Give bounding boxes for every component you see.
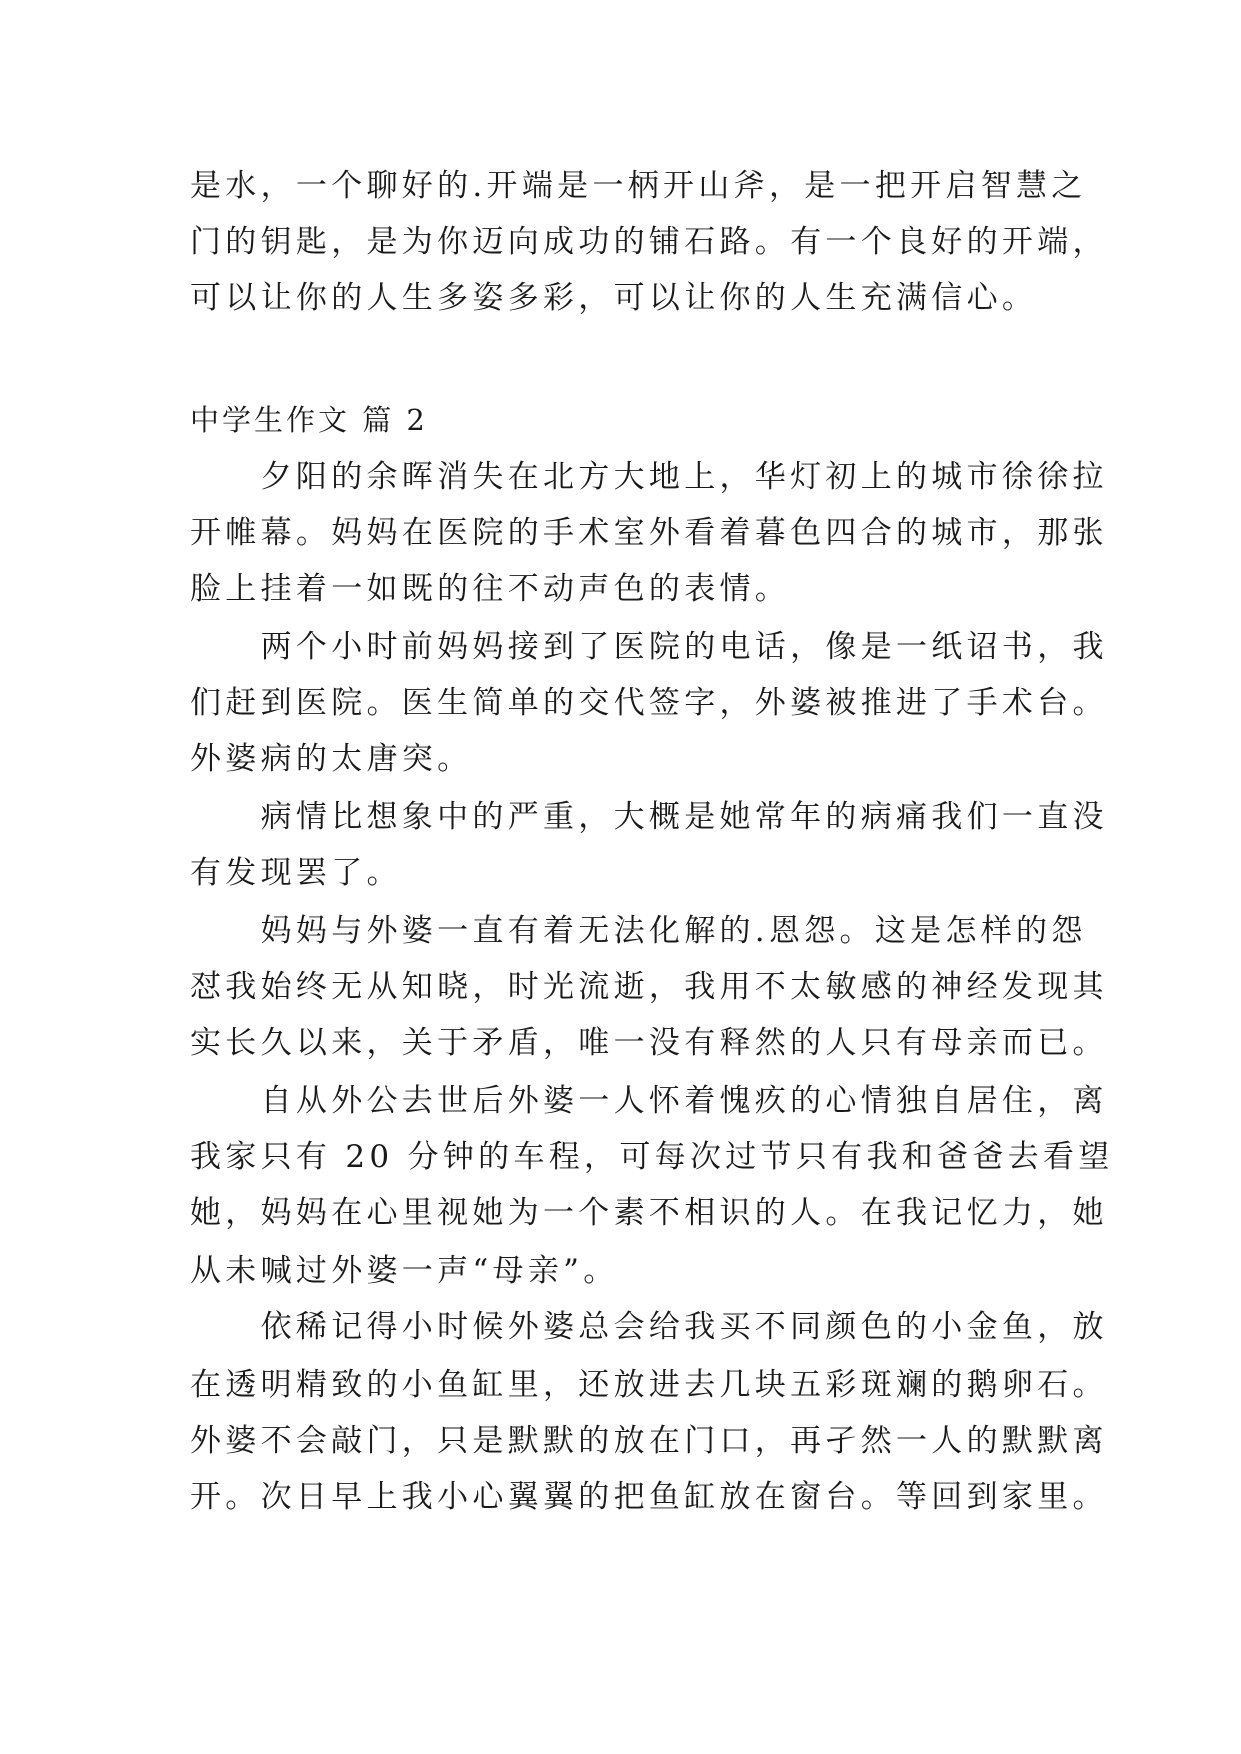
body-line: 外婆不会敲门，只是默默的放在门口，再孑然一人的默默离 [190, 1423, 1108, 1459]
body-line: 开。次日早上我小心翼翼的把鱼缸放在窗台。等回到家里。 [190, 1479, 1108, 1515]
intro-line: 门的钥匙，是为你迈向成功的铺石路。有一个良好的开端， [190, 224, 1108, 260]
body-line: 从未喊过外婆一声“母亲”。 [190, 1253, 619, 1289]
body-line: 自从外公去世后外婆一人怀着愧疚的心情独自居住，离 [190, 1083, 1108, 1119]
intro-line: 是水，一个聊好的.开端是一柄开山斧，是一把开启智慧之 [190, 168, 1087, 204]
body-line: 依稀记得小时候外婆总会给我买不同颜色的小金鱼，放 [190, 1309, 1108, 1345]
body-line: 脸上挂着一如既的往不动声色的表情。 [190, 571, 791, 607]
body-line: 她，妈妈在心里视她为一个素不相识的人。在我记忆力，她 [190, 1195, 1108, 1231]
body-line: 实长久以来，关于矛盾，唯一没有释然的人只有母亲而已。 [190, 1025, 1108, 1061]
body-line: 病情比想象中的严重，大概是她常年的病痛我们一直没 [190, 799, 1108, 835]
body-line: 妈妈与外婆一直有着无法化解的.恩怨。这是怎样的怨 [190, 913, 1087, 949]
body-line: 两个小时前妈妈接到了医院的电话，像是一纸诏书，我 [190, 629, 1108, 665]
intro-line: 可以让你的人生多姿多彩，可以让你的人生充满信心。 [190, 280, 1038, 316]
body-line: 外婆病的太唐突。 [190, 741, 473, 777]
body-line: 在透明精致的小鱼缸里，还放进去几块五彩斑斓的鹅卵石。 [190, 1367, 1108, 1403]
body-line: 们赶到医院。医生简单的交代签字，外婆被推进了手术台。 [190, 685, 1108, 721]
body-line: 我家只有 20 分钟的车程，可每次过节只有我和爸爸去看望 [190, 1139, 1114, 1175]
body-line: 开帷幕。妈妈在医院的手术室外看着暮色四合的城市，那张 [190, 515, 1108, 551]
body-line: 怼我始终无从知晓，时光流逝，我用不太敏感的神经发现其 [190, 969, 1108, 1005]
body-line: 夕阳的余晖消失在北方大地上，华灯初上的城市徐徐拉 [190, 459, 1108, 495]
section-heading: 中学生作文 篇 2 [190, 403, 428, 437]
body-line: 有发现罢了。 [190, 855, 402, 891]
